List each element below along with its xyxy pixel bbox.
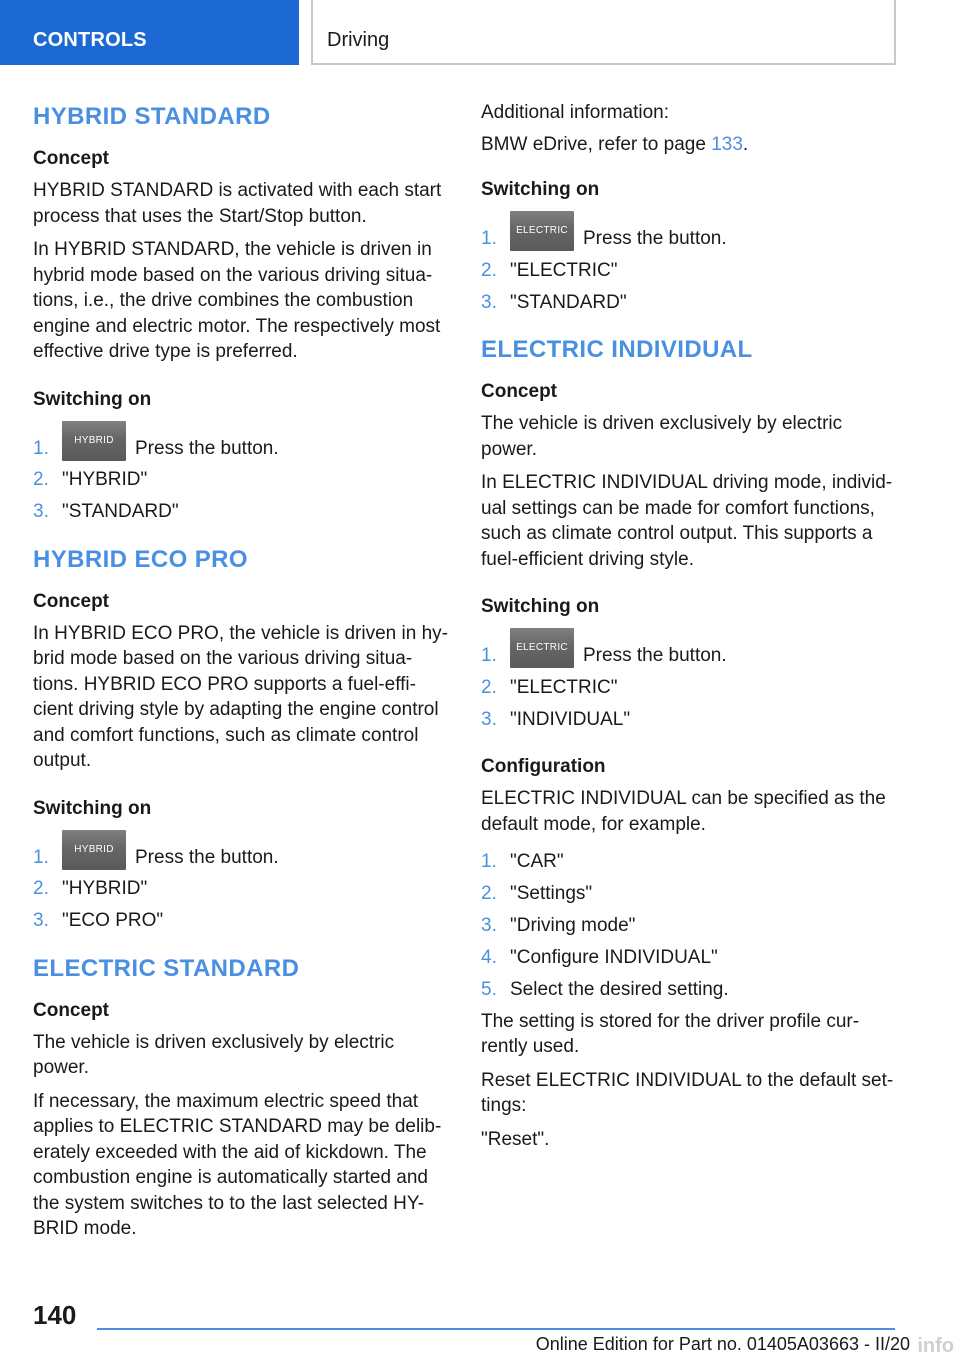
step-number: 3. [481, 291, 497, 313]
footer-divider [97, 1328, 895, 1330]
list-item [33, 467, 451, 493]
step-number: 2. [481, 259, 497, 281]
subheading-concept: Concept [33, 148, 109, 169]
step-text: "Driving mode" [510, 915, 636, 936]
list-item [481, 675, 899, 701]
step-text: "ELECTRIC" [510, 259, 618, 281]
section-tab [0, 0, 299, 65]
list-item [481, 913, 899, 939]
step-number: 1. [481, 645, 497, 666]
subheading-switching-on: Switching on [33, 388, 152, 410]
step-number: 1. [33, 846, 49, 868]
hybrid-button-icon: HYBRID [62, 830, 126, 870]
right-column [481, 100, 899, 1152]
edrive-text: BMW eDrive, refer to page [481, 133, 712, 155]
left-column [33, 100, 451, 1242]
list-item [481, 881, 899, 907]
step-text: "HYBRID" [62, 878, 148, 899]
step-number: 3. [33, 910, 49, 931]
step-text: Press the button. [135, 437, 279, 459]
paragraph: Reset ELECTRIC INDIVIDUAL to the default set-tings: [481, 1069, 894, 1116]
step-number: 4. [481, 947, 497, 968]
step-text: "Configure INDIVIDUAL" [510, 947, 718, 968]
step-text: "ECO PRO" [62, 910, 164, 931]
list-item [481, 849, 899, 875]
heading-electric-standard: ELECTRIC STANDARD [33, 954, 300, 982]
step-text: Select the desired setting. [510, 979, 729, 1000]
list-item [33, 421, 451, 461]
page-number: 140 [33, 1300, 77, 1330]
paragraph: HYBRID STANDARD is activated with each start process that uses the Start/Stop button. [33, 180, 442, 227]
step-text: Press the button. [583, 228, 727, 249]
edition-text: Online Edition for Part no. 01405A03663 - II/20 [535, 1334, 910, 1354]
paragraph: If necessary, the maximum electric speed that applies to ELECTRIC STANDARD may be delib-erately exceeded with the aid of kickdown. The combustion engine is automatically started and the system switches to to the last selected HY-BRID mode. [33, 1090, 442, 1239]
chapter-title: Driving [327, 29, 390, 51]
chapter-tab [311, 0, 896, 65]
subheading-configuration: Configuration [481, 756, 606, 777]
step-text: "HYBRID" [62, 469, 148, 490]
section-title: CONTROLS [33, 29, 147, 51]
list-item [33, 499, 451, 525]
heading-electric-individual: ELECTRIC INDIVIDUAL [481, 336, 753, 363]
subheading-switching-on: Switching on [481, 179, 600, 200]
step-text: "STANDARD" [62, 501, 179, 522]
paragraph: In HYBRID ECO PRO, the vehicle is driven in hy-brid mode based on the various driving situa-tions. HYBRID ECO PRO supports a fuel-effi-cient driving style by adapting the engine control and comfort functions, such as climate control output. [33, 622, 448, 771]
list-item [481, 211, 899, 251]
step-text: "INDIVIDUAL" [510, 708, 631, 730]
subheading-concept: Concept [481, 381, 557, 402]
paragraph: "Reset". [481, 1128, 550, 1150]
list-item [33, 830, 451, 870]
paragraph: The vehicle is driven exclusively by electric power. [33, 1031, 395, 1078]
list-item [481, 258, 899, 284]
subheading-concept: Concept [33, 999, 109, 1021]
list-item [33, 908, 451, 934]
step-number: 3. [481, 708, 497, 730]
steps-list [33, 421, 451, 525]
electric-button-icon: ELECTRIC [510, 211, 574, 251]
list-item [481, 707, 899, 733]
list-item [481, 945, 899, 971]
electric-button-icon: ELECTRIC [510, 628, 574, 668]
paragraph: The vehicle is driven exclusively by electric power. [481, 413, 843, 460]
list-item [481, 628, 899, 668]
page-link[interactable]: 133 [711, 133, 743, 155]
steps-list [481, 628, 899, 732]
steps-list [481, 211, 899, 315]
step-text: "Settings" [510, 883, 593, 904]
step-text: "CAR" [510, 851, 564, 872]
steps-list [33, 830, 451, 934]
step-number: 2. [33, 469, 49, 490]
paragraph: The setting is stored for the driver profile cur-rently used. [481, 1010, 860, 1057]
step-number: 1. [481, 228, 497, 249]
list-item [481, 977, 899, 1003]
subheading-switching-on: Switching on [33, 797, 152, 819]
heading-hybrid-eco-pro: HYBRID ECO PRO [33, 545, 248, 573]
step-number: 5. [481, 979, 497, 1000]
list-item [33, 876, 451, 902]
step-number: 2. [481, 883, 497, 904]
paragraph: In ELECTRIC INDIVIDUAL driving mode, individ-ual settings can be made for comfort functions, such as climate control output. This supports a fuel-efficient driving style. [481, 472, 893, 570]
paragraph: In HYBRID STANDARD, the vehicle is driven in hybrid mode based on the various driving situa-tions, i.e., the drive combines the combustion engine and electric motor. The respectively most effective drive type is preferred. [33, 239, 441, 362]
step-number: 3. [33, 501, 49, 522]
step-number: 2. [481, 676, 497, 698]
list-item [481, 290, 899, 316]
heading-hybrid-standard: HYBRID STANDARD [33, 103, 271, 130]
config-steps-list [481, 849, 899, 1003]
edrive-reference [481, 132, 899, 158]
step-text: "STANDARD" [510, 291, 627, 313]
step-text: "ELECTRIC" [510, 676, 618, 698]
step-number: 2. [33, 878, 49, 899]
watermark: info [917, 1335, 954, 1357]
step-text: Press the button. [135, 846, 279, 868]
paragraph: ELECTRIC INDIVIDUAL can be specified as the default mode, for example. [481, 788, 886, 835]
subheading-switching-on: Switching on [481, 596, 600, 617]
additional-info-label: Additional information: [481, 102, 669, 123]
step-text: Press the button. [583, 645, 727, 666]
edrive-suffix: . [742, 133, 749, 155]
step-number: 1. [481, 851, 497, 872]
subheading-concept: Concept [33, 590, 109, 612]
hybrid-button-icon: HYBRID [62, 421, 126, 461]
step-number: 1. [33, 437, 49, 459]
step-number: 3. [481, 915, 497, 936]
